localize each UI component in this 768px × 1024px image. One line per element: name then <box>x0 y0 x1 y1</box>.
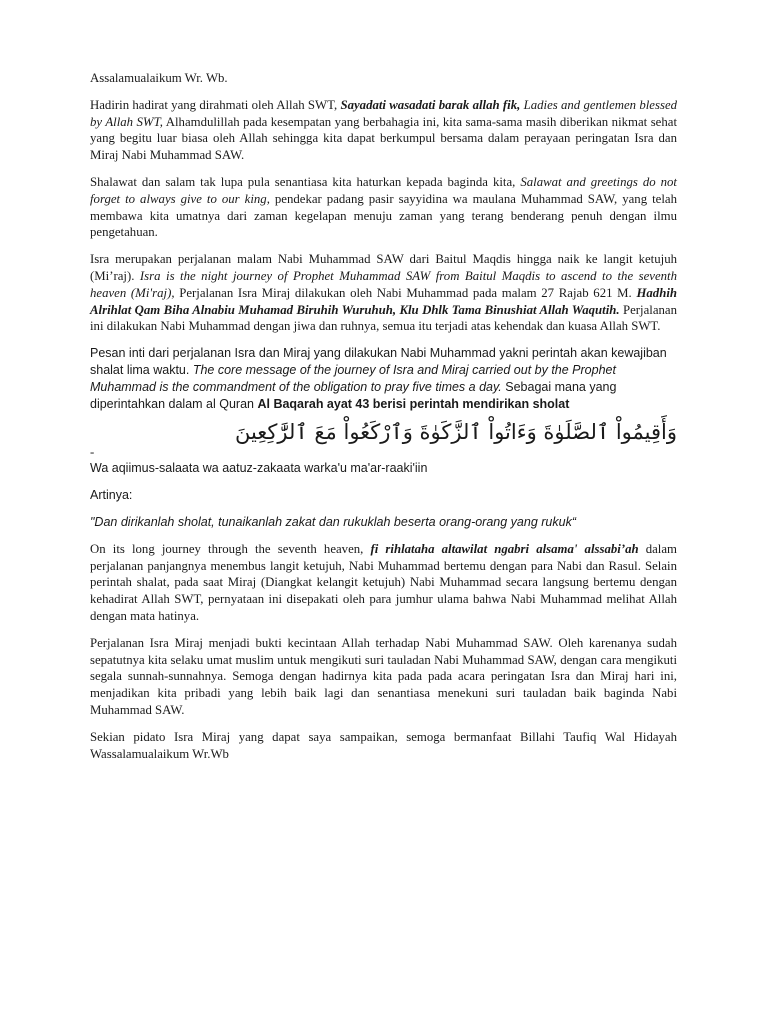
paragraph-isra: Isra merupakan perjalanan malam Nabi Muhammad SAW dari Baitul Maqdis hingga naik ke langit ketujuh (Mi’raj). Isra is the night journey of Prophet Muhammad SAW from Baitul Maqdis to ascend to the seventh heaven (Mi'raj), Perjalanan Isra Miraj dilakukan oleh Nabi Muhammad pada malam 27 Rajab 621 M. Hadhih Alrihlat Qam Biha Alnabiu Muhamad Biruhih Wuruhuh, Klu Dhlk Tama Binushiat Allah Waqutih. Perjalanan ini dilakukan Nabi Muhammad dengan jiwa dan ruhnya, semua itu terjadi atas kehendak dan kuasa Allah SWT. <box>90 252 677 334</box>
paragraph-shalawat: Shalawat dan salam tak lupa pula senantiasa kita haturkan kepada baginda kita, Salawat and greetings do not forget to always give to our king, pendekar padang pasir sayyidina wa maulana Muhammad SAW, yang telah membawa kita umatnya dari zaman kegelapan menuju zaman yang terang benderang penuh dengan ilmu pengetahuan. <box>90 174 677 240</box>
arabic-journey-phrase: fi rihlataha altawilat ngabri alsama' alssabi’ah <box>370 541 639 556</box>
paragraph-closing: Sekian pidato Isra Miraj yang dapat saya sampaikan, semoga bermanfaat Billahi Taufiq Wal Hidayah Wassalamualaikum Wr.Wb <box>90 729 677 761</box>
quran-reference: Al Baqarah ayat 43 berisi perintah mendirikan sholat <box>257 396 570 411</box>
document-page <box>90 70 677 772</box>
dash-mark: - <box>90 445 95 460</box>
arabic-verse: وَأَقِيمُواْ ٱلصَّلَوٰةَ وَءَاتُواْ ٱلزَّكَوٰةَ وَٱرْكَعُواْ مَعَ ٱلرَّٰكِعِينَ <box>234 420 677 445</box>
greeting: Assalamualaikum Wr. Wb. <box>90 71 228 85</box>
paragraph-opening: Hadirin hadirat yang dirahmati oleh Allah SWT, Sayadati wasadati barak allah fik, Ladies and gentlemen blessed by Allah SWT, Alhamdulillah pada kesempatan yang berbahagia ini, kita sama-sama masih diberikan nikmat sehat yang begitu luar biasa oleh Allah sehingga kita dapat berkumpul bersama dalam perayaan peringatan Isra dan Miraj Nabi Muhammad SAW. <box>90 97 678 163</box>
arabic-greeting-phrase: Sayadati wasadati barak allah fik, <box>340 97 521 112</box>
english-shalawat-phrase: Salawat and greetings do not forget to always give to our king, <box>90 174 677 206</box>
english-greeting-phrase: Ladies and gentlemen blessed by Allah SWT, <box>90 97 678 129</box>
paragraph-core-message: Pesan inti dari perjalanan Isra dan Miraj yang dilakukan Nabi Muhammad yakni perintah akan kewajiban shalat lima waktu. The core message of the journey of Isra and Miraj carried out by the Prophet Muhammad is the commandment of the obligation to pray five times a day. Sebagai mana yang diperintahkan dalam al Quran Al Baqarah ayat 43 berisi perintah mendirikan sholat <box>90 346 667 411</box>
paragraph-seventh-heaven: On its long journey through the seventh heaven, fi rihlataha altawilat ngabri alsama' alssabi’ah dalam perjalanan panjangnya menembus langit ketujuh, Nabi Muhammad bertemu dengan para Nabi dan Rasul. Selain perintah shalat, pada saat Miraj (Diangkat kelangit ketujuh) Nabi Muhammad secara langsung bertemu dengan kehadirat Allah SWT, pernyataan ini disepakati oleh para jumhur ulama bahwa Nabi Muhammad melihat Allah dengan mata hatinya. <box>90 541 677 623</box>
english-core-message: The core message of the journey of Isra and Miraj carried out by the Prophet Muhammad is the commandment of the obligation to pray five times a day. <box>90 362 616 394</box>
arabic-isra-phrase: Hadhih Alrihlat Qam Biha Alnabiu Muhamad Biruhih Wuruhuh, Klu Dhlk Tama Binushiat Allah Waqutih. <box>90 285 677 317</box>
transliteration: Wa aqiimus-salaata wa aatuz-zakaata warka'u ma'ar-raaki'iin <box>90 461 428 476</box>
paragraph-love-of-allah: Perjalanan Isra Miraj menjadi bukti kecintaan Allah terhadap Nabi Muhammad SAW. Oleh karenanya sudah sepatutnya kita selaku umat muslim untuk mengikuti suri tauladan Nabi Muhammad SAW, dengan cara mengikuti segala sunnah-sunnahnya. Semoga dengan hadirnya kita pada pada acara peringatan Isra dan Miraj hari ini, menjadikan kita pribadi yang lebih baik lagi dan senantiasa menekuni suri tauladan baik baginda Nabi Muhammad SAW. <box>90 635 677 717</box>
verse-translation: "Dan dirikanlah sholat, tunaikanlah zakat dan rukuklah beserta orang-orang yang rukuk“ <box>90 514 576 529</box>
english-isra-phrase: Isra is the night journey of Prophet Muhammad SAW from Baitul Maqdis to ascend to the seventh heaven (Mi'raj), <box>90 268 677 300</box>
artinya-label: Artinya: <box>90 488 133 503</box>
